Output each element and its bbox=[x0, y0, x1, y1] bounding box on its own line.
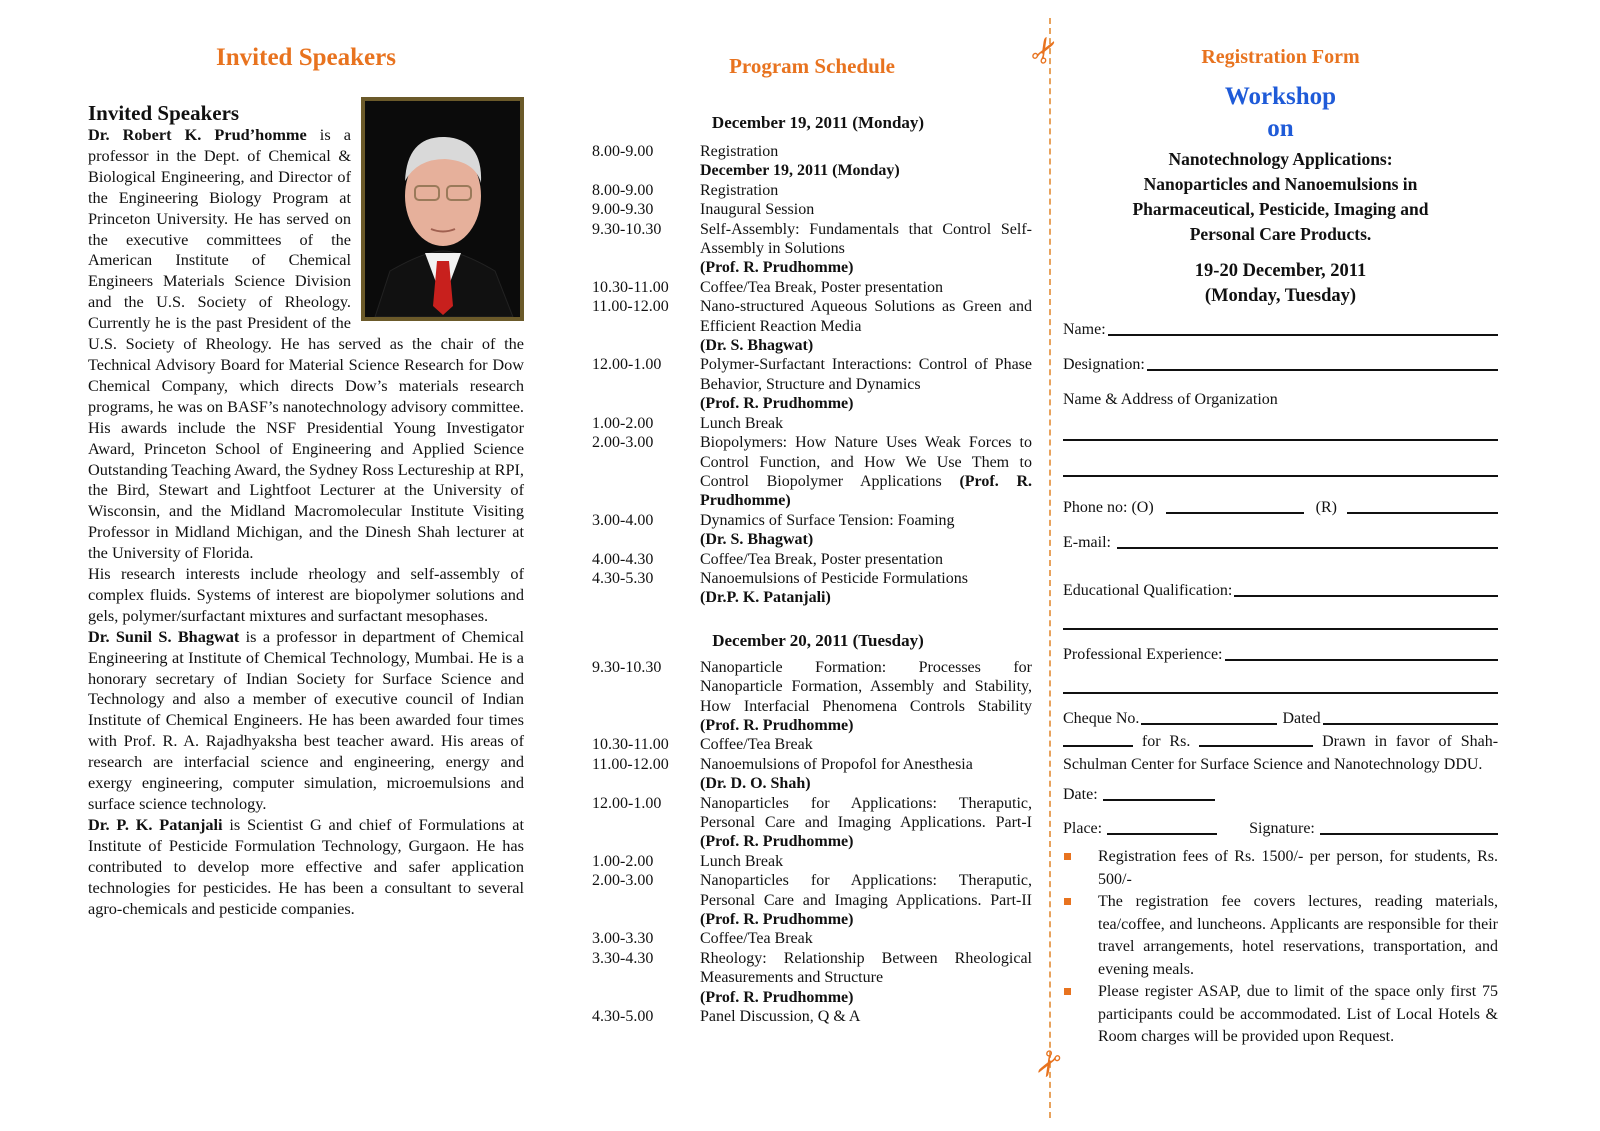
speaker-bio-patanjali: Dr. P. K. Patanjali is Scientist G and chief of Formulations at Institute of Pesticide Formulation Technology, Gurgaon. He has contributed to develop more effective and safer application technologies for pesticides. He has been a consultant to several agro-chemicals and pesticide companies. bbox=[88, 814, 524, 918]
schedule-row bbox=[592, 949, 1032, 1007]
session-time: 8.00-9.00 bbox=[592, 181, 654, 199]
invited-speakers-panel bbox=[88, 0, 524, 919]
session-speaker: (Prof. R. Prudhomme) bbox=[700, 395, 854, 413]
workshop-dates: 19-20 December, 2011 bbox=[1194, 261, 1367, 281]
session-description bbox=[700, 181, 1032, 200]
schedule-row bbox=[592, 142, 1032, 161]
place-input-line[interactable] bbox=[1107, 833, 1217, 835]
schedule-row bbox=[592, 658, 1032, 736]
session-time: 10.30-11.00 bbox=[592, 736, 669, 754]
place-signature-field[interactable] bbox=[1063, 818, 1498, 838]
session-description bbox=[700, 871, 1032, 929]
session-time: 9.00-9.30 bbox=[592, 201, 654, 219]
schedule-row bbox=[592, 414, 1032, 433]
session-time: 11.00-12.00 bbox=[592, 298, 669, 316]
education-input-line-2[interactable] bbox=[1063, 628, 1498, 630]
schedule-row bbox=[592, 794, 1032, 852]
session-description bbox=[700, 414, 1032, 433]
session-speaker: (Prof. R. Prudhomme) bbox=[700, 472, 1032, 510]
session-description bbox=[700, 794, 1032, 852]
session-description bbox=[700, 355, 1032, 413]
session-description bbox=[700, 658, 1032, 736]
session-title: Rheology: Relationship Between Rheological Measurements and Structure bbox=[700, 949, 1032, 987]
payment-details: for Rs. Drawn in favor of Shah-Schulman Center for Surface Science and Nanotechnology DDU. bbox=[1063, 733, 1499, 773]
cheque-bank-input-line[interactable] bbox=[1063, 745, 1133, 747]
cheque-date-input-line[interactable] bbox=[1323, 723, 1498, 725]
session-time: 9.30-10.30 bbox=[592, 658, 662, 676]
session-description bbox=[700, 550, 1032, 569]
session-time: 9.30-10.30 bbox=[592, 220, 662, 238]
speaker-bios bbox=[88, 101, 524, 919]
day-heading: December 20, 2011 (Tuesday) bbox=[712, 630, 924, 650]
session-title: Nanoparticles for Applications: Theraputic, Personal Care and Imaging Applications. Part-I bbox=[700, 794, 1032, 831]
bullet-square-icon bbox=[1063, 846, 1098, 891]
field-label: Educational Qualification: bbox=[1063, 582, 1233, 599]
speaker-photo bbox=[361, 97, 524, 321]
experience-input-line-2[interactable] bbox=[1063, 692, 1498, 694]
portrait-image bbox=[365, 101, 520, 317]
schedule-row bbox=[592, 550, 1032, 569]
session-speaker: (Prof. R. Prudhomme) bbox=[700, 988, 854, 1006]
schedule-row bbox=[592, 433, 1032, 511]
session-title: Nanoparticles for Applications: Theraputic, Personal Care and Imaging Applications. Part-II bbox=[700, 872, 1032, 909]
speaker-research-prudhomme: His research interests include rheology and self-assembly of complex fluids. Systems of interest are biopolymer solutions and gels, polymer/surfactant mixtures and surfactant mesophases. bbox=[88, 564, 524, 625]
session-title: Registration bbox=[700, 143, 779, 160]
panel-title: Program Schedule bbox=[729, 54, 895, 78]
workshop-on-label: on bbox=[1267, 115, 1294, 142]
session-time: 1.00-2.00 bbox=[592, 852, 654, 870]
session-time: 11.00-12.00 bbox=[592, 755, 669, 773]
session-time: 3.00-4.00 bbox=[592, 511, 654, 529]
speaker-bio-prudhomme: Dr. Robert K. Prud’homme is a professor in the Dept. of Chemical & Biological Engineering, and Director of the Engineering Biology Program at Princeton University. He has served on the executive committees of the American Institute of Chemical Engineers Materials Science Division and the U.S. Society of Rheology. Currently he is the past President of the U.S. Society of Rheology. He has served as the chair of the Technical Advisory Board for Material Science Research for Dow Chemical Company, which directs Dow’s materials research programs, he was on BASF’s nanotechnology advisory committee. His awards include the NSF Presidential Young Investigator Award, Princeton School of Engineering and Applied Science Outstanding Teaching Award, the Sydney Ross Lectureship at RPI, the Bird, Stewart and Lightfoot Lecturer at the University of Wisconsin, and the Midland Macromolecular Institute Visiting Professor in Midland Michigan, and the Dinesh Shah lecturer at the University of Florida. bbox=[88, 125, 524, 563]
session-title: Panel Discussion, Q & A bbox=[700, 1008, 861, 1026]
session-time: 12.00-1.00 bbox=[592, 794, 662, 812]
session-description bbox=[700, 755, 1032, 794]
workshop-title: Nanotechnology Applications: Nanoparticles and Nanoemulsions in Pharmaceutical, Pesticide, Imaging and Personal Care Products. bbox=[1132, 149, 1429, 244]
session-time: 8.00-9.00 bbox=[592, 143, 654, 160]
email-field[interactable] bbox=[1063, 532, 1498, 552]
experience-field[interactable] bbox=[1063, 644, 1498, 664]
schedule-day-1 bbox=[592, 142, 1032, 608]
date-input-line[interactable] bbox=[1103, 799, 1215, 801]
session-time: 4.30-5.30 bbox=[592, 569, 654, 587]
session-title: Nano-structured Aqueous Solutions as Green and Efficient Reaction Media bbox=[700, 298, 1032, 335]
panel-title: Registration Form bbox=[1201, 46, 1360, 68]
field-label: Designation: bbox=[1063, 356, 1145, 373]
note-item: Please register ASAP, due to limit of the space only first 75 participants could be accommodated. List of Local Hotels & Room charges will be provided upon Request. bbox=[1063, 981, 1498, 1049]
session-description bbox=[700, 735, 1032, 754]
session-title: Lunch Break bbox=[700, 852, 784, 870]
schedule-row bbox=[592, 1007, 1032, 1026]
session-title: Nanoparticle Formation: Processes for Nanoparticle Formation, Assembly and Stability, How Interfacial Phenomena Controls Stability bbox=[700, 658, 1032, 715]
education-input-line[interactable] bbox=[1234, 595, 1498, 597]
phone-office-input-line[interactable] bbox=[1166, 512, 1304, 514]
session-time: 2.00-3.00 bbox=[592, 434, 654, 452]
field-label: Professional Experience: bbox=[1063, 646, 1223, 663]
field-label: Cheque No. bbox=[1063, 710, 1140, 727]
name-input-line[interactable] bbox=[1108, 334, 1498, 336]
email-input-line[interactable] bbox=[1117, 547, 1498, 549]
field-label: Place: bbox=[1063, 820, 1103, 837]
session-time: 3.30-4.30 bbox=[592, 949, 654, 967]
speaker-bio-bhagwat: Dr. Sunil S. Bhagwat is a professor in department of Chemical Engineering at Institute of Chemical Technology, Mumbai. He is a honorary secretary of Indian Society for Surface Science and Technology and also a member of executive council of Indian Institute of Chemical Engineers. He has been awarded four times with Prof. R. A. Rajadhyaksha best teacher award. His areas of research are interfacial science and engineering, energy and exergy engineering, computer simulation, microemulsions and surface science technology. bbox=[88, 626, 525, 813]
session-title: Polymer-Surfactant Interactions: Control of Phase Behavior, Structure and Dynamics bbox=[700, 356, 1032, 393]
session-title: Registration bbox=[700, 181, 779, 199]
field-label: E-mail: bbox=[1063, 534, 1111, 551]
field-label: Signature: bbox=[1249, 820, 1315, 837]
session-description bbox=[700, 278, 1032, 297]
schedule-row bbox=[592, 735, 1032, 754]
speaker-name: Dr. P. K. Patanjali bbox=[88, 814, 223, 834]
session-speaker: (Prof. R. Prudhomme) bbox=[700, 911, 854, 929]
field-label: Phone no: (O) bbox=[1063, 499, 1154, 516]
schedule-row bbox=[592, 220, 1032, 278]
registration-notes bbox=[1063, 846, 1498, 1049]
session-description bbox=[700, 852, 1032, 871]
phone-field[interactable] bbox=[1063, 497, 1498, 517]
session-description bbox=[700, 1007, 1032, 1026]
session-speaker: (Dr. S. Bhagwat) bbox=[700, 337, 814, 355]
session-description bbox=[700, 569, 1032, 608]
schedule-row bbox=[592, 278, 1032, 297]
session-speaker: (Dr. D. O. Shah) bbox=[700, 775, 811, 793]
schedule-row bbox=[592, 852, 1032, 871]
session-title: Coffee/Tea Break, Poster presentation bbox=[700, 278, 943, 296]
session-description bbox=[700, 200, 1032, 219]
signature-input-line[interactable] bbox=[1320, 833, 1498, 835]
session-description bbox=[700, 433, 1032, 511]
field-label: Name: bbox=[1063, 321, 1106, 338]
session-speaker: (Dr. S. Bhagwat) bbox=[700, 531, 814, 549]
cut-line-divider bbox=[1049, 18, 1051, 1118]
note-item: The registration fee covers lectures, reading materials, tea/coffee, and luncheons. Applicants are responsible for their travel arrangements, hotel reservations, transportation, and evening meals. bbox=[1063, 891, 1498, 981]
schedule-row bbox=[592, 871, 1032, 929]
schedule-row bbox=[592, 569, 1032, 608]
speaker-name: Dr. Robert K. Prud’homme bbox=[88, 125, 307, 144]
scissors-icon: ✂ bbox=[1022, 29, 1069, 73]
schedule-row bbox=[592, 181, 1032, 200]
session-time: 4.30-5.00 bbox=[592, 1008, 654, 1026]
schedule-day-2 bbox=[592, 658, 1032, 1027]
session-time: 1.00-2.00 bbox=[592, 414, 654, 432]
panel-title: Invited Speakers bbox=[216, 44, 396, 71]
field-label: (R) bbox=[1315, 499, 1337, 516]
session-title: Nanoemulsions of Pesticide Formulations bbox=[700, 569, 968, 587]
session-title: Self-Assembly: Fundamentals that Control Self-Assembly in Solutions bbox=[700, 220, 1032, 258]
session-speaker: December 19, 2011 (Monday) bbox=[700, 162, 900, 180]
education-field[interactable] bbox=[1063, 580, 1498, 600]
session-description bbox=[700, 511, 1032, 550]
schedule-row bbox=[592, 755, 1032, 794]
field-label: Dated bbox=[1282, 710, 1321, 727]
organization-field bbox=[1063, 389, 1498, 409]
field-label: Name & Address of Organization bbox=[1063, 391, 1278, 408]
session-title: Lunch Break bbox=[700, 414, 784, 432]
bullet-square-icon bbox=[1063, 981, 1098, 1049]
session-description bbox=[700, 220, 1032, 278]
schedule-row bbox=[592, 297, 1032, 355]
session-title: Dynamics of Surface Tension: Foaming bbox=[700, 511, 955, 529]
day-heading: December 19, 2011 (Monday) bbox=[711, 113, 925, 132]
field-label: Date: bbox=[1063, 786, 1098, 803]
session-speaker: (Prof. R. Prudhomme) bbox=[700, 833, 854, 851]
session-time: 10.30-11.00 bbox=[592, 278, 669, 296]
bullet-square-icon bbox=[1063, 891, 1098, 981]
session-title: Nanoemulsions of Propofol for Anesthesia bbox=[700, 755, 973, 773]
session-time: 12.00-1.00 bbox=[592, 356, 662, 374]
speaker-name: Dr. Sunil S. Bhagwat bbox=[88, 626, 240, 646]
schedule-row bbox=[592, 200, 1032, 219]
organization-input-line-1[interactable] bbox=[1063, 439, 1498, 441]
name-field[interactable] bbox=[1063, 319, 1498, 339]
designation-field[interactable] bbox=[1063, 354, 1498, 374]
session-title: Coffee/Tea Break bbox=[700, 930, 813, 948]
session-time: 3.00-3.30 bbox=[592, 930, 654, 948]
experience-input-line[interactable] bbox=[1225, 659, 1499, 661]
note-item: Registration fees of Rs. 1500/- per person, for students, Rs. 500/- bbox=[1063, 846, 1498, 891]
program-schedule-panel bbox=[592, 0, 1032, 1026]
session-time: 4.00-4.30 bbox=[592, 550, 654, 568]
workshop-label: Workshop bbox=[1224, 83, 1337, 110]
section-subheading: Invited Speakers bbox=[88, 101, 240, 125]
designation-input-line[interactable] bbox=[1147, 369, 1498, 371]
date-field[interactable] bbox=[1063, 784, 1498, 804]
session-description bbox=[700, 297, 1032, 355]
session-time bbox=[592, 161, 700, 180]
cheque-field[interactable] bbox=[1063, 708, 1498, 728]
scissors-icon: ✂ bbox=[1023, 1041, 1070, 1085]
schedule-row bbox=[592, 161, 1032, 180]
session-title: Biopolymers: How Nature Uses Weak Forces to Control Function, and How We Use Them to Control Biopolymer Applications bbox=[700, 434, 1032, 490]
session-title: Coffee/Tea Break bbox=[700, 736, 813, 754]
workshop-days: (Monday, Tuesday) bbox=[1204, 286, 1357, 306]
session-speaker: (Dr.P. K. Patanjali) bbox=[700, 589, 831, 607]
session-description bbox=[700, 142, 1032, 161]
session-time: 2.00-3.00 bbox=[592, 872, 654, 890]
session-speaker: (Prof. R. Prudhomme) bbox=[700, 259, 854, 277]
amount-input-line[interactable] bbox=[1199, 745, 1313, 747]
schedule-row bbox=[592, 929, 1032, 948]
cheque-number-input-line[interactable] bbox=[1141, 723, 1277, 725]
session-speaker: (Prof. R. Prudhomme) bbox=[700, 716, 854, 734]
schedule-row bbox=[592, 355, 1032, 413]
session-description bbox=[700, 161, 1032, 180]
phone-residence-input-line[interactable] bbox=[1347, 512, 1498, 514]
registration-form-panel bbox=[1063, 0, 1498, 1049]
organization-input-line-2[interactable] bbox=[1063, 475, 1498, 477]
session-description bbox=[700, 929, 1032, 948]
session-title: Inaugural Session bbox=[700, 201, 815, 219]
session-title: Coffee/Tea Break, Poster presentation bbox=[700, 550, 943, 568]
session-description bbox=[700, 949, 1032, 1007]
schedule-row bbox=[592, 511, 1032, 550]
